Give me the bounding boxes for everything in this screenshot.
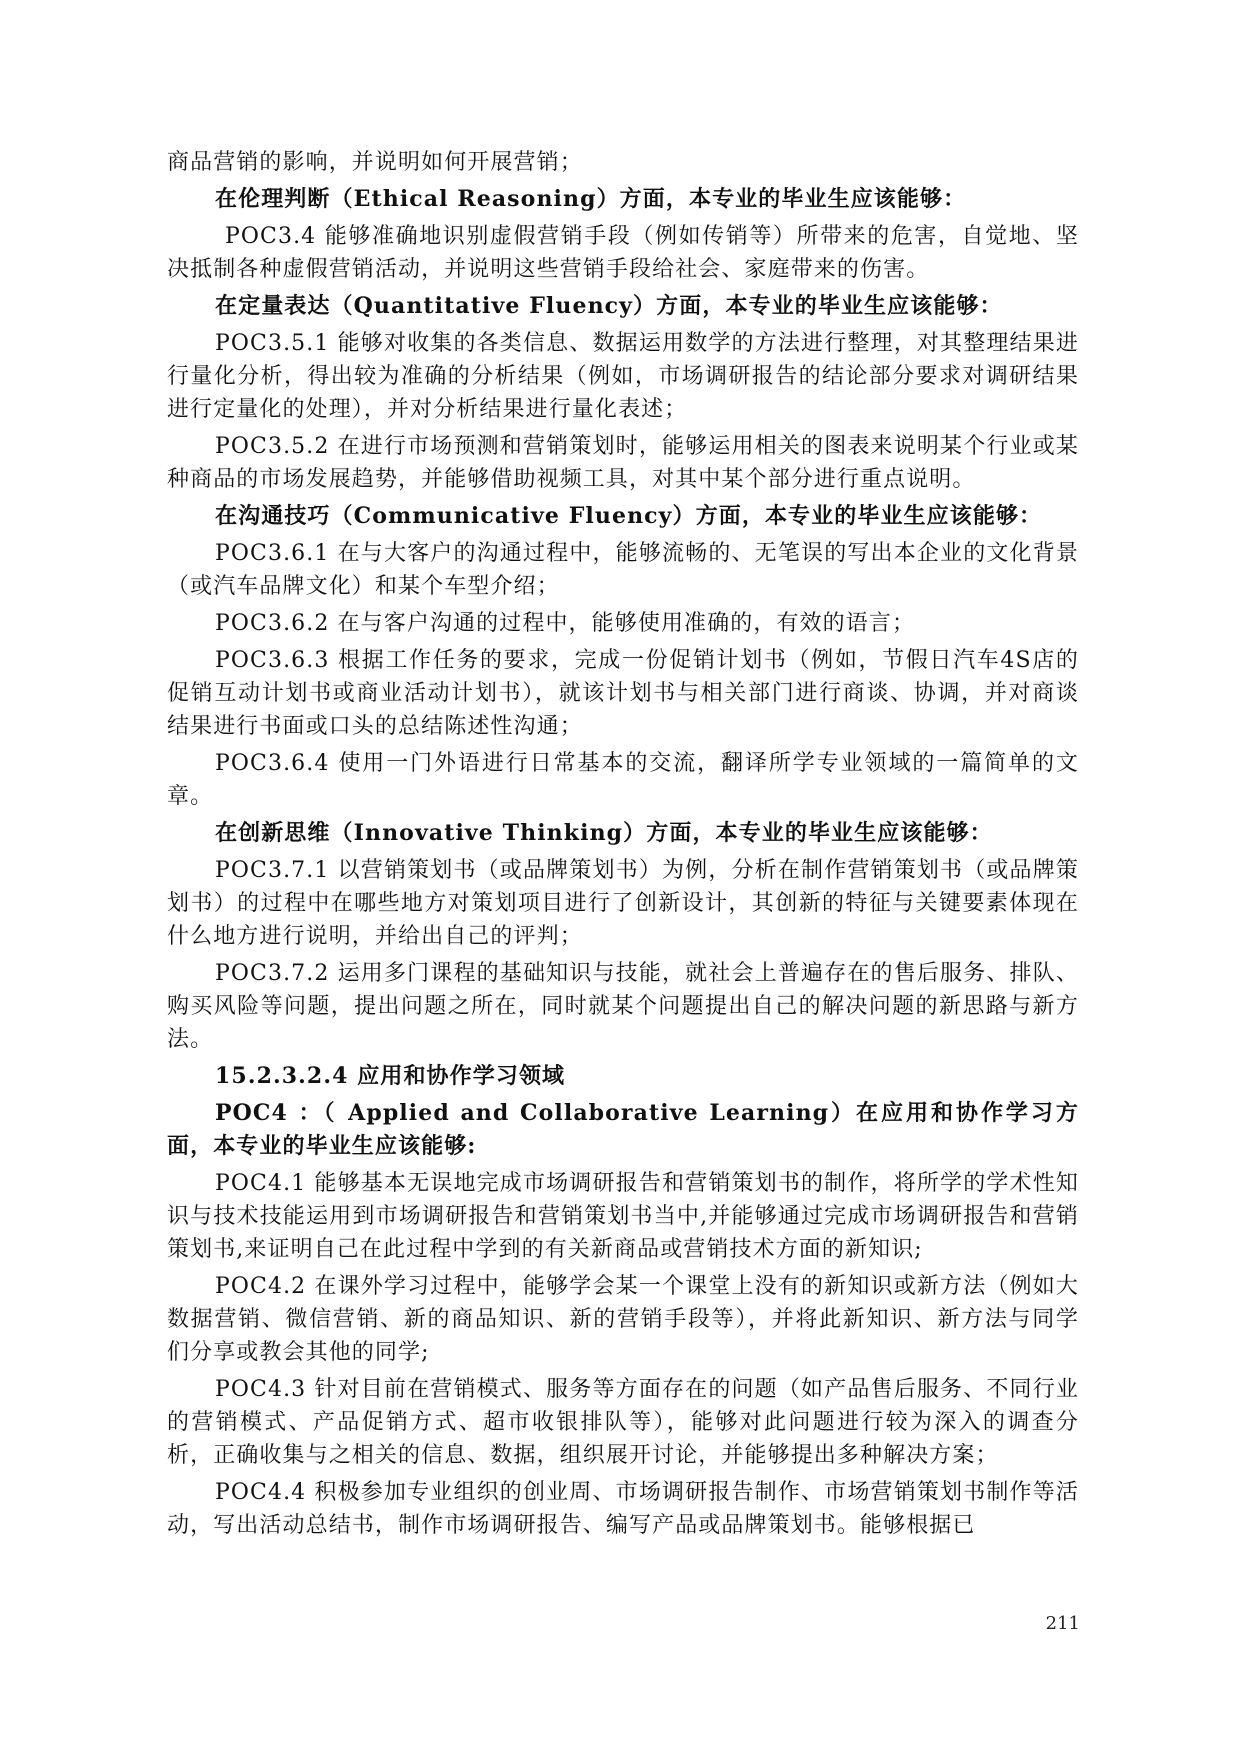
- paragraph-poc3-6-4: POC3.6.4 使用一门外语进行日常基本的交流，翻译所学专业领域的一篇简单的文章。: [167, 751, 1079, 809]
- paragraph-poc3-5-2: POC3.5.2 在进行市场预测和营销策划时，能够运用相关的图表来说明某个行业或某种商品的市场发展趋势，并能够借助视频工具，对其中某个部分进行重点说明。: [167, 434, 1079, 492]
- paragraph-poc3-7-1: POC3.7.1 以营销策划书（或品牌策划书）为例，分析在制作营销策划书（或品牌策划书）的过程中在哪些地方对策划项目进行了创新设计，其创新的特征与关键要素体现在什么地方进行说明，并给出自己的评判；: [167, 858, 1079, 949]
- paragraph-continuation: 商品营销的影响，并说明如何开展营销；: [167, 150, 583, 175]
- paragraph-poc3-6-2: POC3.6.2 在与客户沟通的过程中，能够使用准确的，有效的语言；: [215, 611, 916, 636]
- paragraph-poc3-5-1: POC3.5.1 能够对收集的各类信息、数据运用数学的方法进行整理，对其整理结果进行量化分析，得出较为准确的分析结果（例如，市场调研报告的结论部分要求对调研结果进行定量化的处理），并对分析结果进行量化表述；: [167, 331, 1079, 422]
- heading-communicative-fluency: 在沟通技巧（Communicative Fluency）方面，本专业的毕业生应该能够：: [215, 503, 1043, 529]
- paragraph-poc3-7-2: POC3.7.2 运用多门课程的基础知识与技能，就社会上普遍存在的售后服务、排队、购买风险等问题，提出问题之所在，同时就某个问题提出自己的解决问题的新思路与新方法。: [167, 961, 1079, 1052]
- page-number: 211: [1045, 1613, 1080, 1634]
- paragraph-poc4-2: POC4.2 在课外学习过程中，能够学会某一个课堂上没有的新知识或新方法（例如大数据营销、微信营销、新的商品知识、新的营销手段等），并将此新知识、新方法与同学们分享或教会其他的同学;: [167, 1274, 1079, 1365]
- heading-poc4: POC4 ：（ Applied and Collaborative Learning）在应用和协作学习方面，本专业的毕业生应该能够:: [167, 1100, 1079, 1159]
- paragraph-poc4-3: POC4.3 针对目前在营销模式、服务等方面存在的问题（如产品售后服务、不同行业的营销模式、产品促销方式、超市收银排队等），能够对此问题进行较为深入的调查分析，正确收集与之相关的信息、数据，组织展开讨论，并能够提出多种解决方案；: [167, 1377, 1079, 1468]
- paragraph-poc3-6-3: POC3.6.3 根据工作任务的要求，完成一份促销计划书（例如，节假日汽车4S店的促销互动计划书或商业活动计划书），就该计划书与相关部门进行商谈、协调，并对商谈结果进行书面或口头的总结陈述性沟通；: [167, 648, 1079, 739]
- paragraph-poc4-4: POC4.4 积极参加专业组织的创业周、市场调研报告制作、市场营销策划书制作等活动，写出活动总结书，制作市场调研报告、编写产品或品牌策划书。能够根据已: [167, 1480, 1079, 1538]
- heading-innovative-thinking: 在创新思维（Innovative Thinking）方面，本专业的毕业生应该能够：: [215, 820, 993, 846]
- paragraph-poc4-1: POC4.1 能够基本无误地完成市场调研报告和营销策划书的制作，将所学的学术性知识与技术技能运用到市场调研报告和营销策划书当中,并能够通过完成市场调研报告和营销策划书,来证明自己在此过程中学到的有关新商品或营销技术方面的新知识;: [167, 1171, 1079, 1262]
- section-heading-15-2-3-2-4: 15.2.3.2.4 应用和协作学习领域: [215, 1063, 566, 1089]
- body-text: [167, 146, 1079, 1546]
- heading-ethical-reasoning: 在伦理判断（Ethical Reasoning）方面，本专业的毕业生应该能够：: [215, 186, 967, 212]
- paragraph-poc3-6-1: POC3.6.1 在与大客户的沟通过程中，能够流畅的、无笔误的写出本企业的文化背景（或汽车品牌文化）和某个车型介绍；: [167, 541, 1079, 599]
- heading-quantitative-fluency: 在定量表达（Quantitative Fluency）方面，本专业的毕业生应该能够：: [215, 293, 1003, 319]
- paragraph-poc3-4: POC3.4 能够准确地识别虚假营销手段（例如传销等）所带来的危害，自觉地、坚决抵制各种虚假营销活动，并说明这些营销手段给社会、家庭带来的伤害。: [167, 224, 1079, 282]
